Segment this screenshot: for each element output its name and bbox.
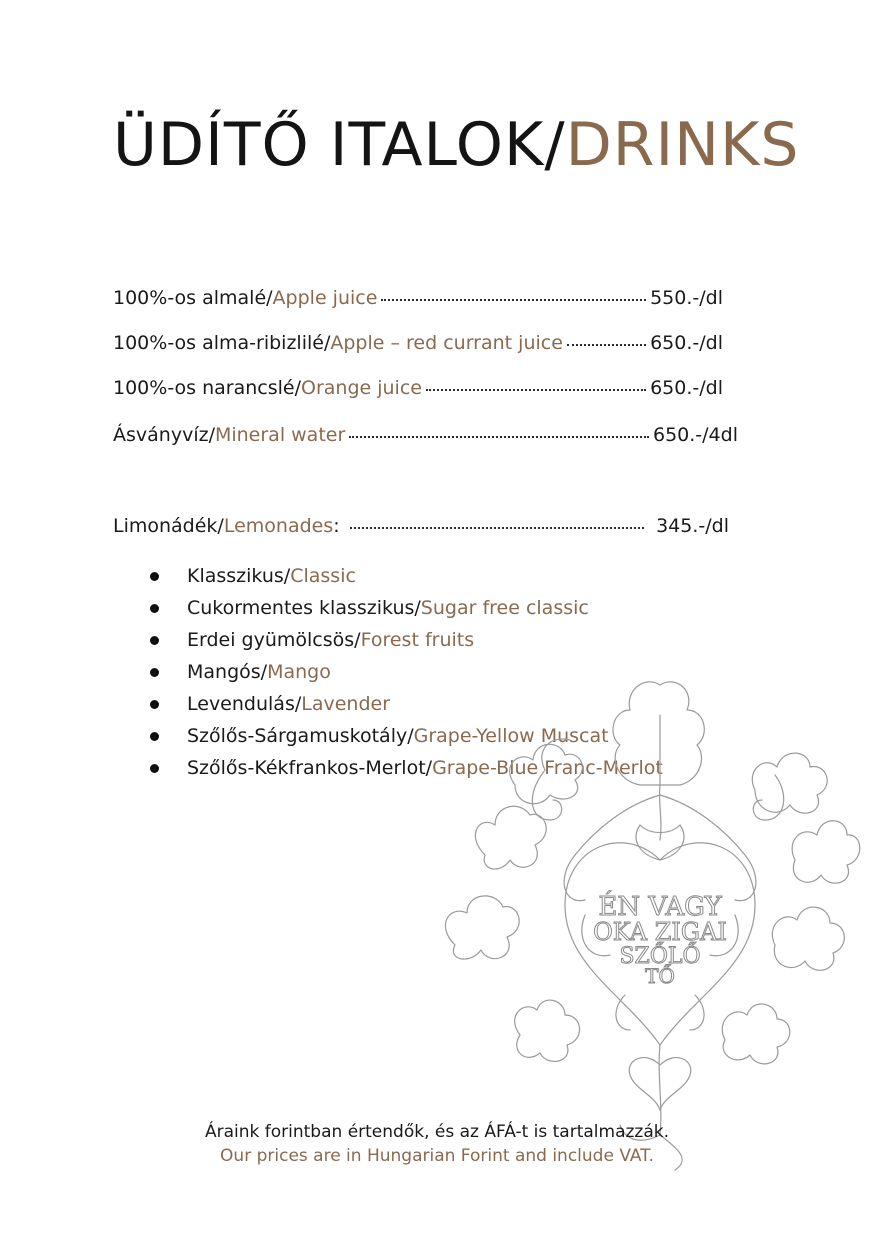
flavor-en: Mango bbox=[267, 661, 331, 683]
dot-leader bbox=[350, 512, 644, 532]
bullet-icon bbox=[150, 572, 159, 581]
flavor-hu: Erdei gyümölcsös/ bbox=[187, 629, 361, 651]
item-name-en: Orange juice bbox=[301, 377, 422, 399]
grape-vine-ornament-icon bbox=[425, 655, 865, 1175]
item-name-hu: Limonádék/ bbox=[113, 515, 224, 537]
item-price: 650.-/4dl bbox=[653, 424, 738, 446]
bullet-icon bbox=[150, 604, 159, 613]
item-price: 550.-/dl bbox=[650, 287, 723, 309]
bullet-icon bbox=[150, 732, 159, 741]
ornament-text-line-1: ÉN VAGY bbox=[598, 892, 722, 922]
item-name-hu: 100%-os narancslé/ bbox=[113, 377, 301, 399]
menu-row-orange-juice bbox=[113, 374, 723, 400]
dot-leader bbox=[381, 284, 646, 304]
ornament-text-line-2: OKA ZIGAI bbox=[593, 918, 727, 946]
menu-row-mineral-water bbox=[113, 421, 738, 447]
menu-row-apple-red-currant-juice bbox=[113, 329, 723, 355]
flavor-hu: Cukormentes klasszikus/ bbox=[187, 597, 421, 619]
price-note-hu: Áraink forintban értendők, és az ÁFÁ-t is tartalmazzák. bbox=[204, 1122, 670, 1142]
ornament-text-line-3: SZŐLŐ bbox=[619, 944, 701, 969]
flavor-hu: Mangós/ bbox=[187, 661, 268, 683]
page-title-hungarian: ÜDÍTŐ ITALOK/ bbox=[113, 110, 566, 180]
price-note-en: Our prices are in Hungarian Forint and include VAT. bbox=[220, 1146, 654, 1166]
ornament-text-line-4: TŐ bbox=[645, 964, 675, 988]
flavor-hu: Szőlős-Kékfrankos-Merlot/ bbox=[187, 757, 433, 779]
item-name-suffix: : bbox=[333, 515, 340, 537]
flavor-en: Grape-Blue Franc-Merlot bbox=[432, 757, 663, 779]
menu-row-lemonades bbox=[113, 512, 729, 538]
page-title-english: DRINKS bbox=[565, 110, 800, 180]
flavor-en: Classic bbox=[290, 565, 356, 587]
dot-leader bbox=[567, 329, 646, 349]
item-name-en: Lemonades bbox=[223, 515, 334, 537]
page-title bbox=[113, 112, 799, 178]
flavor-hu: Levendulás/ bbox=[187, 693, 302, 715]
list-item bbox=[150, 624, 663, 656]
item-name-hu: 100%-os alma-ribizlilé/ bbox=[113, 332, 331, 354]
menu-row-apple-juice bbox=[113, 284, 723, 310]
flavor-en: Sugar free classic bbox=[420, 597, 589, 619]
item-price: 345.-/dl bbox=[656, 515, 729, 537]
bullet-icon bbox=[150, 700, 159, 709]
list-item bbox=[150, 592, 663, 624]
item-name-hu: 100%-os almalé/ bbox=[113, 287, 273, 309]
item-name-en: Apple juice bbox=[272, 287, 378, 309]
flavor-hu: Klasszikus/ bbox=[187, 565, 291, 587]
dot-leader bbox=[426, 374, 646, 394]
item-name-hu: Ásványvíz/ bbox=[113, 424, 215, 446]
item-price: 650.-/dl bbox=[650, 377, 723, 399]
list-item bbox=[150, 560, 663, 592]
bullet-icon bbox=[150, 668, 159, 677]
item-name-en: Apple – red currant juice bbox=[330, 332, 563, 354]
item-price: 650.-/dl bbox=[650, 332, 723, 354]
flavor-en: Grape-Yellow Muscat bbox=[413, 725, 609, 747]
item-name-en: Mineral water bbox=[214, 424, 346, 446]
flavor-en: Lavender bbox=[301, 693, 391, 715]
flavor-en: Forest fruits bbox=[360, 629, 475, 651]
dot-leader bbox=[349, 421, 649, 441]
price-note bbox=[0, 1120, 874, 1168]
bullet-icon bbox=[150, 764, 159, 773]
bullet-icon bbox=[150, 636, 159, 645]
flavor-hu: Szőlős-Sárgamuskotály/ bbox=[187, 725, 414, 747]
